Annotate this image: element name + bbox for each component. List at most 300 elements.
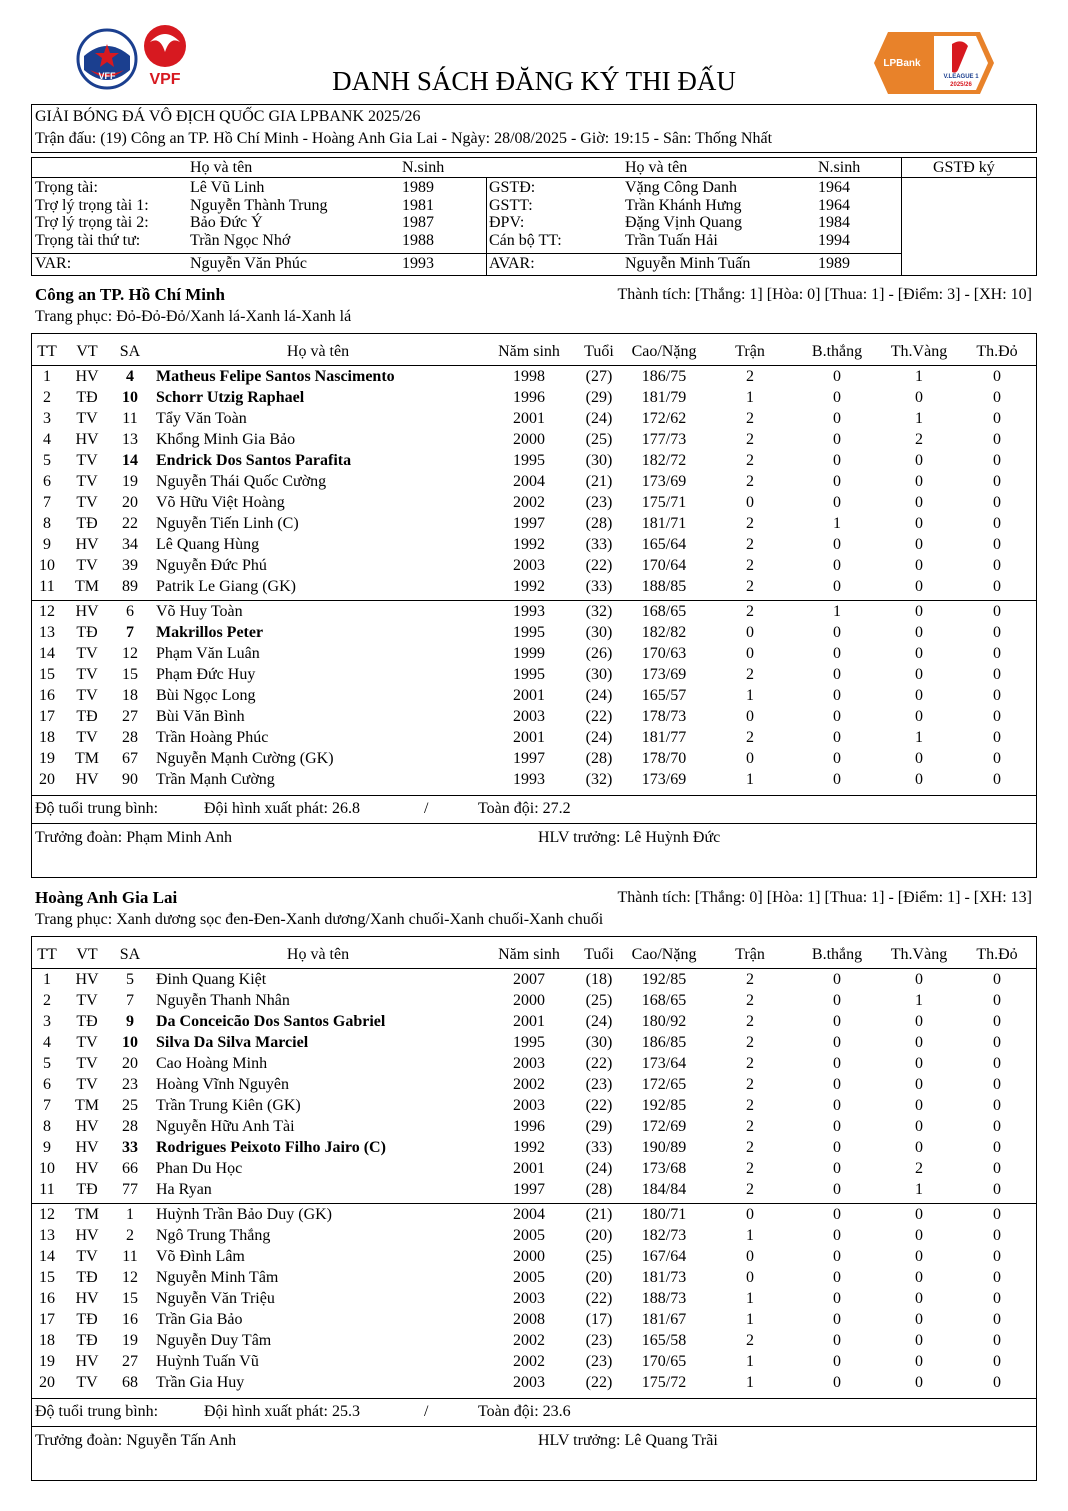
- player-name: Endrick Dos Santos Parafita: [156, 452, 352, 469]
- player-yellow-cards: 0: [915, 1353, 923, 1370]
- player-red-cards: 0: [993, 557, 1001, 574]
- player-position: TV: [76, 410, 98, 427]
- official-year: 1989: [402, 179, 434, 196]
- player-height-weight: 175/71: [641, 494, 687, 511]
- player-red-cards: 0: [993, 729, 1001, 746]
- player-matches: 2: [746, 1332, 754, 1349]
- player-height-weight: 170/65: [641, 1353, 687, 1370]
- official-role: Trợ lý trọng tài 1:: [35, 197, 149, 214]
- player-number: 10: [39, 557, 55, 574]
- player-birth-year: 2001: [513, 729, 545, 746]
- player-name: Matheus Felipe Santos Nascimento: [156, 368, 395, 385]
- player-goals: 0: [833, 557, 841, 574]
- player-goals: 0: [833, 1227, 841, 1244]
- player-goals: 1: [833, 515, 841, 532]
- player-shirt: 20: [122, 1055, 138, 1072]
- player-height-weight: 181/79: [641, 389, 687, 406]
- player-red-cards: 0: [993, 389, 1001, 406]
- team-manager: Trưởng đoàn: Nguyễn Tấn Anh: [35, 1432, 237, 1449]
- player-age: (25): [585, 1248, 613, 1265]
- player-shirt: 27: [122, 708, 138, 725]
- player-number: 3: [43, 1013, 51, 1030]
- player-birth-year: 1993: [513, 771, 545, 788]
- player-red-cards: 0: [993, 971, 1001, 988]
- player-matches: 2: [746, 1034, 754, 1051]
- player-shirt: 10: [122, 1034, 138, 1051]
- player-position: TM: [75, 1097, 99, 1114]
- player-height-weight: 181/71: [641, 515, 687, 532]
- player-row: [31, 707, 1035, 728]
- player-red-cards: 0: [993, 1097, 1001, 1114]
- team-name: Hoàng Anh Gia Lai: [35, 888, 178, 907]
- player-number: 1: [43, 368, 51, 385]
- player-name: Trần Hoàng Phúc: [156, 729, 269, 746]
- player-position: TV: [76, 645, 98, 662]
- player-goals: 0: [833, 410, 841, 427]
- player-birth-year: 2000: [513, 431, 545, 448]
- player-number: 20: [39, 1374, 55, 1391]
- player-yellow-cards: 0: [915, 687, 923, 704]
- player-age: (28): [585, 750, 613, 767]
- column-header-sa: SA: [119, 946, 141, 963]
- player-age: (27): [585, 368, 613, 385]
- player-shirt: 22: [122, 515, 138, 532]
- player-red-cards: 0: [993, 666, 1001, 683]
- player-yellow-cards: 0: [915, 750, 923, 767]
- player-birth-year: 1995: [513, 624, 545, 641]
- player-matches: 0: [746, 624, 754, 641]
- player-name: Huỳnh Tuấn Vũ: [156, 1353, 259, 1370]
- average-age-label: Độ tuổi trung bình:: [35, 1403, 159, 1420]
- player-height-weight: 192/85: [641, 1097, 687, 1114]
- official-year: 1964: [818, 179, 850, 196]
- player-age: (23): [585, 1353, 613, 1370]
- player-shirt: 25: [122, 1097, 138, 1114]
- player-yellow-cards: 0: [915, 1248, 923, 1265]
- average-age-slash: /: [424, 800, 429, 817]
- average-age-starting: Đội hình xuất phát: 25.3: [204, 1403, 360, 1420]
- column-header-hw: Cao/Nặng: [631, 946, 697, 963]
- official-year: 1989: [818, 255, 850, 272]
- official-role: GSTT:: [489, 197, 533, 214]
- player-height-weight: 175/72: [641, 1374, 687, 1391]
- player-row: [31, 535, 1035, 556]
- column-header-yellow: Th.Vàng: [890, 946, 948, 963]
- player-age: (22): [585, 708, 613, 725]
- player-goals: 0: [833, 1332, 841, 1349]
- player-shirt: 12: [122, 645, 138, 662]
- player-position: HV: [75, 771, 99, 788]
- player-row: [31, 1289, 1035, 1310]
- player-age: (22): [585, 1290, 613, 1307]
- player-birth-year: 1992: [513, 536, 545, 553]
- player-row: [31, 623, 1035, 644]
- player-red-cards: 0: [993, 771, 1001, 788]
- player-position: HV: [75, 1139, 99, 1156]
- player-shirt: 39: [122, 557, 138, 574]
- player-matches: 2: [746, 557, 754, 574]
- player-shirt: 89: [122, 578, 138, 595]
- player-yellow-cards: 0: [915, 1269, 923, 1286]
- player-red-cards: 0: [993, 1055, 1001, 1072]
- summary-divider-2: [31, 823, 1037, 824]
- player-matches: 2: [746, 666, 754, 683]
- head-coach: HLV trưởng: Lê Quang Trãi: [538, 1432, 718, 1449]
- player-matches: 1: [746, 687, 754, 704]
- player-goals: 0: [833, 1076, 841, 1093]
- player-red-cards: 0: [993, 1269, 1001, 1286]
- player-yellow-cards: 0: [915, 1139, 923, 1156]
- player-age: (24): [585, 410, 613, 427]
- player-age: (32): [585, 603, 613, 620]
- player-matches: 2: [746, 1076, 754, 1093]
- player-birth-year: 2008: [513, 1311, 545, 1328]
- player-birth-year: 2005: [513, 1227, 545, 1244]
- player-position: TĐ: [76, 389, 98, 406]
- player-height-weight: 190/89: [641, 1139, 687, 1156]
- player-position: TM: [75, 1206, 99, 1223]
- player-height-weight: 168/65: [641, 992, 687, 1009]
- player-shirt: 16: [122, 1311, 138, 1328]
- player-number: 6: [43, 473, 51, 490]
- player-matches: 2: [746, 992, 754, 1009]
- player-row: [31, 1096, 1035, 1117]
- player-shirt: 7: [126, 624, 134, 641]
- player-matches: 2: [746, 578, 754, 595]
- player-red-cards: 0: [993, 992, 1001, 1009]
- player-row: [31, 388, 1035, 409]
- player-goals: 0: [833, 1353, 841, 1370]
- player-position: TV: [76, 729, 98, 746]
- player-yellow-cards: 0: [915, 971, 923, 988]
- player-matches: 2: [746, 431, 754, 448]
- player-number: 17: [39, 708, 55, 725]
- player-yellow-cards: 0: [915, 536, 923, 553]
- player-goals: 0: [833, 992, 841, 1009]
- player-matches: 0: [746, 645, 754, 662]
- summary-divider: [31, 795, 1037, 796]
- player-matches: 2: [746, 1181, 754, 1198]
- player-matches: 2: [746, 1013, 754, 1030]
- player-goals: 0: [833, 666, 841, 683]
- player-matches: 1: [746, 771, 754, 788]
- player-yellow-cards: 0: [915, 1332, 923, 1349]
- player-age: (33): [585, 536, 613, 553]
- player-name: Ngô Trung Thắng: [156, 1227, 271, 1244]
- player-height-weight: 173/64: [641, 1055, 687, 1072]
- player-age: (29): [585, 389, 613, 406]
- official-name: Nguyễn Văn Phúc: [190, 255, 308, 272]
- player-red-cards: 0: [993, 1206, 1001, 1223]
- summary-divider: [31, 1398, 1037, 1399]
- player-yellow-cards: 0: [915, 1227, 923, 1244]
- player-red-cards: 0: [993, 1118, 1001, 1135]
- official-role: AVAR:: [489, 255, 535, 272]
- player-position: TV: [76, 1248, 98, 1265]
- player-number: 7: [43, 1097, 51, 1114]
- player-shirt: 11: [122, 1248, 138, 1265]
- player-age: (28): [585, 1181, 613, 1198]
- player-goals: 0: [833, 1160, 841, 1177]
- player-red-cards: 0: [993, 1248, 1001, 1265]
- player-height-weight: 170/63: [641, 645, 687, 662]
- official-year: 1981: [402, 197, 434, 214]
- player-shirt: 19: [122, 1332, 138, 1349]
- player-yellow-cards: 0: [915, 515, 923, 532]
- player-number: 15: [39, 666, 55, 683]
- player-birth-year: 2001: [513, 410, 545, 427]
- player-age: (21): [585, 1206, 613, 1223]
- svg-text:2025/26: 2025/26: [950, 82, 972, 88]
- player-goals: 0: [833, 1118, 841, 1135]
- player-age: (33): [585, 1139, 613, 1156]
- team-manager: Trưởng đoàn: Phạm Minh Anh: [35, 829, 233, 846]
- player-name: Võ Huy Toàn: [156, 603, 243, 620]
- player-red-cards: 0: [993, 536, 1001, 553]
- player-age: (23): [585, 1076, 613, 1093]
- player-row: [31, 1075, 1035, 1096]
- player-position: TM: [75, 578, 99, 595]
- player-matches: 2: [746, 729, 754, 746]
- svg-text:VPF: VPF: [149, 71, 181, 88]
- player-goals: 0: [833, 1311, 841, 1328]
- player-position: TĐ: [76, 1013, 98, 1030]
- player-matches: 2: [746, 1160, 754, 1177]
- player-shirt: 28: [122, 1118, 138, 1135]
- official-year: 1993: [402, 255, 434, 272]
- player-matches: 2: [746, 410, 754, 427]
- player-red-cards: 0: [993, 473, 1001, 490]
- player-height-weight: 177/73: [641, 431, 687, 448]
- player-birth-year: 2003: [513, 1374, 545, 1391]
- player-height-weight: 182/72: [641, 452, 687, 469]
- player-name: Trần Gia Huy: [156, 1374, 245, 1391]
- player-number: 8: [43, 1118, 51, 1135]
- player-goals: 0: [833, 494, 841, 511]
- player-birth-year: 2003: [513, 1055, 545, 1072]
- player-row: [31, 1033, 1035, 1054]
- player-row: [31, 1159, 1035, 1180]
- officials-header-name-right: Họ và tên: [625, 159, 688, 176]
- player-number: 14: [39, 1248, 55, 1265]
- player-yellow-cards: 0: [915, 494, 923, 511]
- player-name: Bùi Văn Bình: [156, 708, 245, 725]
- player-row: [31, 1226, 1035, 1247]
- player-matches: 2: [746, 1097, 754, 1114]
- column-header-red: Th.Đỏ: [976, 946, 1018, 963]
- player-number: 19: [39, 750, 55, 767]
- player-red-cards: 0: [993, 624, 1001, 641]
- player-name: Schorr Utzig Raphael: [156, 389, 305, 406]
- player-row: [31, 970, 1035, 991]
- player-red-cards: 0: [993, 645, 1001, 662]
- player-name: Trần Trung Kiên (GK): [156, 1097, 301, 1114]
- player-height-weight: 188/85: [641, 578, 687, 595]
- player-number: 1: [43, 971, 51, 988]
- player-red-cards: 0: [993, 1311, 1001, 1328]
- player-position: TĐ: [76, 1332, 98, 1349]
- player-yellow-cards: 0: [915, 1206, 923, 1223]
- player-birth-year: 2001: [513, 1160, 545, 1177]
- player-name: Khổng Minh Gia Bảo: [156, 431, 296, 448]
- player-red-cards: 0: [993, 1227, 1001, 1244]
- player-position: TĐ: [76, 624, 98, 641]
- official-role: Trợ lý trọng tài 2:: [35, 214, 149, 231]
- player-goals: 0: [833, 431, 841, 448]
- player-yellow-cards: 1: [915, 992, 923, 1009]
- player-matches: 1: [746, 1227, 754, 1244]
- player-red-cards: 0: [993, 687, 1001, 704]
- player-matches: 1: [746, 389, 754, 406]
- player-row: [31, 1054, 1035, 1075]
- player-position: TV: [76, 666, 98, 683]
- player-age: (22): [585, 1055, 613, 1072]
- column-header-goals: B.thắng: [811, 343, 863, 360]
- player-height-weight: 168/65: [641, 603, 687, 620]
- player-height-weight: 172/69: [641, 1118, 687, 1135]
- player-height-weight: 172/65: [641, 1076, 687, 1093]
- team-record: Thành tích: [Thắng: 1] [Hòa: 0] [Thua: 1] - [Điểm: 3] - [XH: 10]: [617, 286, 1032, 303]
- player-name: Cao Hoàng Minh: [156, 1055, 268, 1072]
- player-position: TV: [76, 1076, 98, 1093]
- player-number: 19: [39, 1353, 55, 1370]
- team-name: Công an TP. Hồ Chí Minh: [35, 285, 225, 304]
- player-shirt: 90: [122, 771, 138, 788]
- player-shirt: 4: [126, 368, 134, 385]
- player-red-cards: 0: [993, 1332, 1001, 1349]
- player-row: [31, 577, 1035, 598]
- player-position: TV: [76, 557, 98, 574]
- player-birth-year: 2004: [513, 1206, 545, 1223]
- player-height-weight: 165/57: [641, 687, 687, 704]
- player-yellow-cards: 1: [915, 1181, 923, 1198]
- player-matches: 2: [746, 603, 754, 620]
- player-shirt: 14: [122, 452, 138, 469]
- svg-text:VFF: VFF: [98, 71, 116, 81]
- player-number: 17: [39, 1311, 55, 1328]
- player-number: 11: [39, 1181, 55, 1198]
- svg-text:V.LEAGUE 1: V.LEAGUE 1: [943, 74, 979, 80]
- player-number: 3: [43, 410, 51, 427]
- player-yellow-cards: 0: [915, 624, 923, 641]
- column-header-year: Năm sinh: [498, 946, 560, 963]
- player-row: [31, 602, 1035, 623]
- player-shirt: 5: [126, 971, 134, 988]
- player-name: Tẩy Văn Toàn: [156, 410, 247, 427]
- official-year: 1994: [818, 232, 850, 249]
- player-height-weight: 181/73: [641, 1269, 687, 1286]
- player-shirt: 10: [122, 389, 138, 406]
- player-shirt: 23: [122, 1076, 138, 1093]
- player-name: Nguyễn Văn Triệu: [156, 1290, 275, 1307]
- player-position: HV: [75, 1353, 99, 1370]
- player-red-cards: 0: [993, 368, 1001, 385]
- player-height-weight: 181/67: [641, 1311, 687, 1328]
- player-row: [31, 686, 1035, 707]
- player-birth-year: 1995: [513, 666, 545, 683]
- player-name: Da Conceicão Dos Santos Gabriel: [156, 1013, 386, 1030]
- column-header-year: Năm sinh: [498, 343, 560, 360]
- player-row: [31, 1268, 1035, 1289]
- player-yellow-cards: 0: [915, 578, 923, 595]
- player-height-weight: 173/69: [641, 771, 687, 788]
- player-birth-year: 2002: [513, 1353, 545, 1370]
- player-number: 13: [39, 1227, 55, 1244]
- average-age-slash: /: [424, 1403, 429, 1420]
- player-goals: 0: [833, 1374, 841, 1391]
- player-matches: 2: [746, 368, 754, 385]
- player-height-weight: 178/73: [641, 708, 687, 725]
- player-matches: 0: [746, 750, 754, 767]
- player-goals: 1: [833, 603, 841, 620]
- player-age: (24): [585, 729, 613, 746]
- player-goals: 0: [833, 1206, 841, 1223]
- player-matches: 0: [746, 1206, 754, 1223]
- player-position: TĐ: [76, 1311, 98, 1328]
- player-age: (22): [585, 1097, 613, 1114]
- player-row: [31, 409, 1035, 430]
- player-yellow-cards: 0: [915, 771, 923, 788]
- header-divider: [31, 968, 1037, 969]
- player-birth-year: 1995: [513, 1034, 545, 1051]
- player-yellow-cards: 2: [915, 431, 923, 448]
- column-header-age: Tuổi: [584, 343, 614, 360]
- column-header-name: Họ và tên: [286, 343, 350, 360]
- player-number: 12: [39, 603, 55, 620]
- player-height-weight: 165/64: [641, 536, 687, 553]
- player-birth-year: 1996: [513, 1118, 545, 1135]
- player-matches: 2: [746, 452, 754, 469]
- document-title: DANH SÁCH ĐĂNG KÝ THI ĐẤU: [332, 66, 736, 96]
- player-number: 8: [43, 515, 51, 532]
- player-age: (22): [585, 557, 613, 574]
- player-age: (30): [585, 452, 613, 469]
- player-matches: 0: [746, 1269, 754, 1286]
- player-position: TĐ: [76, 1269, 98, 1286]
- player-red-cards: 0: [993, 578, 1001, 595]
- player-goals: 0: [833, 1248, 841, 1265]
- player-row: [31, 1310, 1035, 1331]
- player-age: (26): [585, 645, 613, 662]
- player-number: 5: [43, 452, 51, 469]
- player-goals: 0: [833, 708, 841, 725]
- official-year: 1987: [402, 214, 434, 231]
- player-position: TĐ: [76, 708, 98, 725]
- player-yellow-cards: 0: [915, 1013, 923, 1030]
- player-birth-year: 1998: [513, 368, 545, 385]
- player-goals: 0: [833, 578, 841, 595]
- player-name: Võ Đình Lâm: [156, 1248, 245, 1265]
- player-position: TV: [76, 494, 98, 511]
- column-header-yellow: Th.Vàng: [890, 343, 948, 360]
- player-name: Đinh Quang Kiệt: [156, 971, 267, 988]
- player-shirt: 2: [126, 1227, 134, 1244]
- player-age: (25): [585, 992, 613, 1009]
- player-goals: 0: [833, 687, 841, 704]
- player-red-cards: 0: [993, 1181, 1001, 1198]
- player-birth-year: 2002: [513, 494, 545, 511]
- player-name: Patrik Le Giang (GK): [156, 578, 296, 595]
- official-role: GSTĐ:: [489, 179, 536, 196]
- player-yellow-cards: 0: [915, 389, 923, 406]
- player-position: TV: [76, 1055, 98, 1072]
- player-position: HV: [75, 1227, 99, 1244]
- player-age: (17): [585, 1311, 613, 1328]
- player-name: Rodrigues Peixoto Filho Jairo (C): [156, 1139, 386, 1156]
- league-name: GIẢI BÓNG ĐÁ VÔ ĐỊCH QUỐC GIA LPBANK 2025/26: [35, 108, 421, 125]
- player-number: 4: [43, 431, 51, 448]
- player-age: (30): [585, 666, 613, 683]
